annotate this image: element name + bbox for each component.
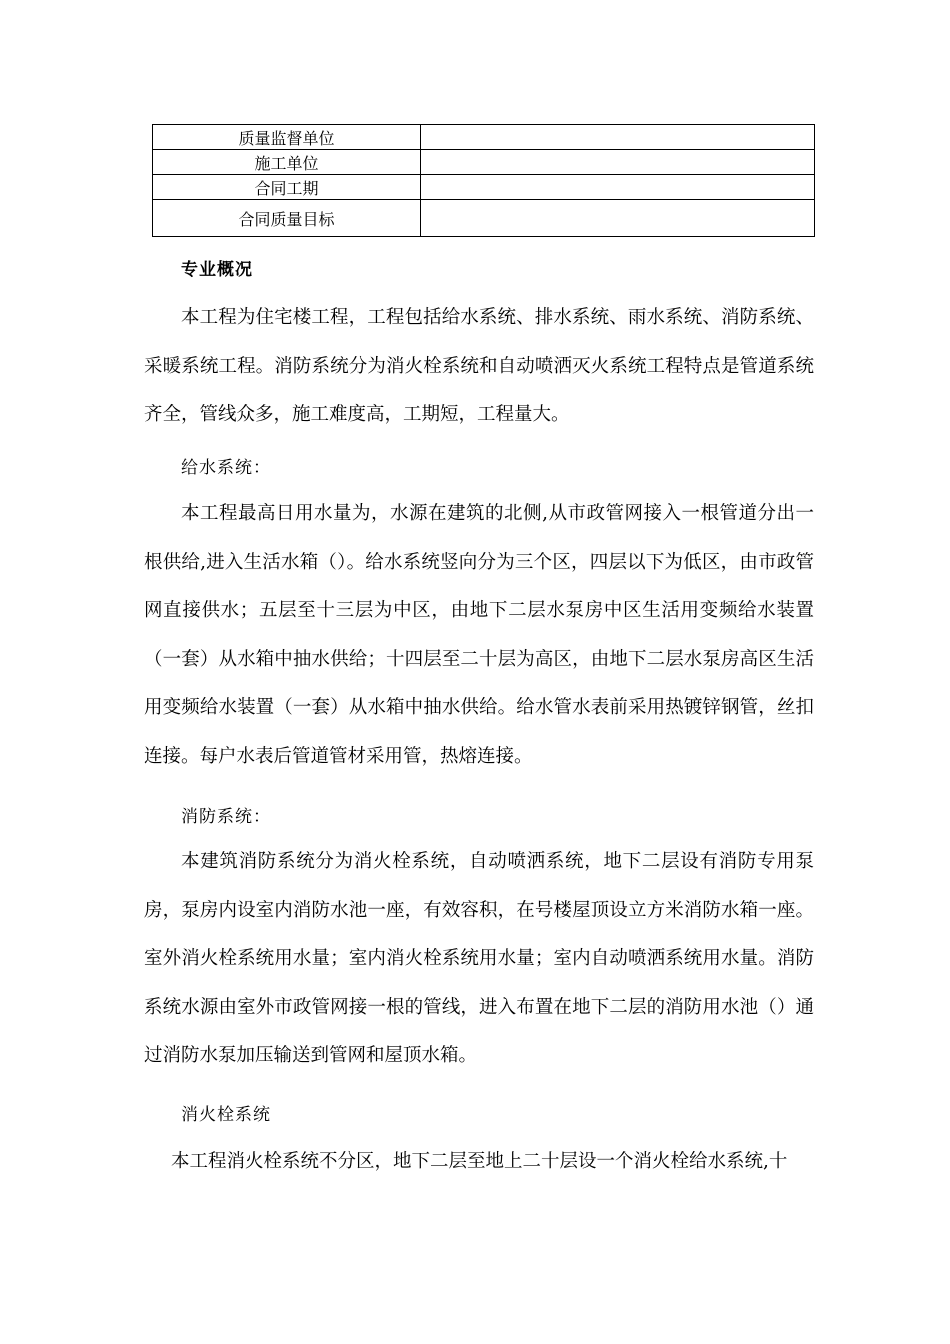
table-row — [153, 150, 815, 175]
table-value — [421, 125, 815, 150]
fire-protection-paragraph: 本建筑消防系统分为消火栓系统，自动喷洒系统，地下二层设有消防专用泵房，泵房内设室内消防水池一座，有效容积，在号楼屋顶设立方米消防水箱一座。室外消火栓系统用水量；室内消火栓系统用水量；室内自动喷洒系统用水量。消防系统水源由室外市政管网接一根的管线，进入布置在地下二层的消防用水池（）通过消防水泵加压输送到管网和屋顶水箱。 — [144, 851, 814, 1066]
table-label: 质量监督单位 — [153, 125, 421, 150]
table-value — [421, 200, 815, 237]
table-row — [153, 200, 815, 237]
table-value — [421, 175, 815, 200]
fire-protection-heading: 消防系统： — [181, 807, 271, 827]
project-info-table — [152, 124, 815, 237]
water-supply-heading: 给水系统： — [181, 458, 271, 478]
hydrant-paragraph: 本工程消火栓系统不分区，地下二层至地上二十层设一个消火栓给水系统,十 — [171, 1151, 788, 1172]
table-label: 合同质量目标 — [153, 200, 421, 237]
table-row — [153, 125, 815, 150]
hydrant-heading: 消火栓系统 — [181, 1105, 271, 1125]
overview-heading: 专业概况 — [181, 260, 253, 280]
table-label: 施工单位 — [153, 150, 421, 175]
table-value — [421, 150, 815, 175]
overview-paragraph: 本工程为住宅楼工程，工程包括给水系统、排水系统、雨水系统、消防系统、采暖系统工程。消防系统分为消火栓系统和自动喷洒灭火系统工程特点是管道系统齐全，管线众多，施工难度高，工期短，工程量大。 — [144, 307, 814, 425]
table-label: 合同工期 — [153, 175, 421, 200]
table-row — [153, 175, 815, 200]
water-supply-paragraph: 本工程最高日用水量为，水源在建筑的北侧,从市政管网接入一根管道分出一根供给,进入生活水箱（）。给水系统竖向分为三个区，四层以下为低区，由市政管网直接供水；五层至十三层为中区，由地下二层水泵房中区生活用变频给水装置（一套）从水箱中抽水供给；十四层至二十层为高区，由地下二层水泵房高区生活用变频给水装置（一套）从水箱中抽水供给。给水管水表前采用热镀锌钢管，丝扣连接。每户水表后管道管材采用管，热熔连接。 — [144, 503, 814, 767]
